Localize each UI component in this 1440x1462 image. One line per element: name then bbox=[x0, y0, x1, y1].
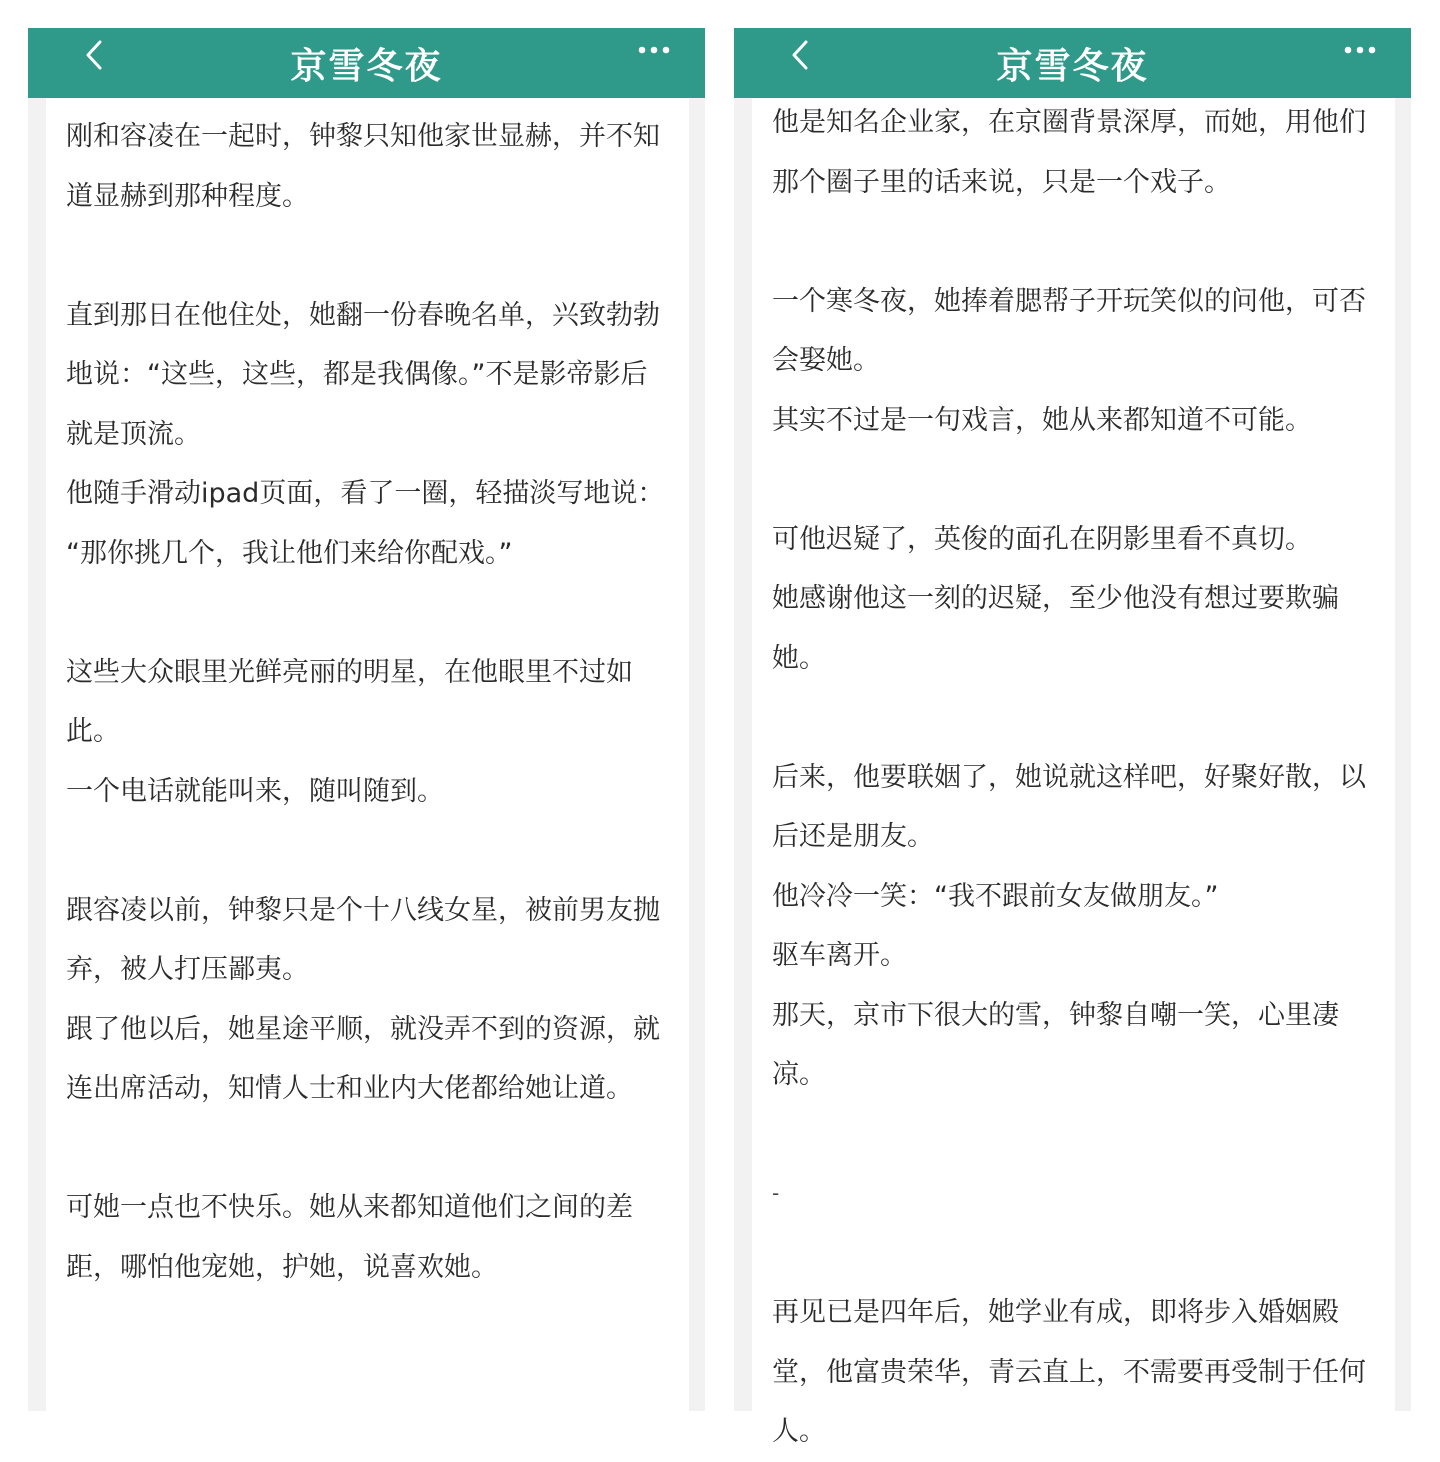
paragraph: “那你挑几个，我让他们来给你配戏。” bbox=[66, 537, 513, 569]
paragraph: 其实不过是一句戏言，她从来都知道不可能。 bbox=[772, 404, 1312, 436]
chevron-left-icon[interactable] bbox=[786, 36, 816, 76]
paragraph: 可她一点也不快乐。她从来都知道他们之间的差距，哪怕他宠她，护她，说喜欢她。 bbox=[66, 1192, 633, 1283]
paragraph-spacer bbox=[772, 688, 1375, 748]
paragraph: 他是知名企业家，在京圈背景深厚，而她，用他们那个圈子里的话来说，只是一个戏子。 bbox=[772, 107, 1366, 198]
paragraph: 跟容凌以前，钟黎只是个十八线女星，被前男友抛弃，被人打压鄙夷。 bbox=[66, 894, 660, 985]
paragraph: 跟了他以后，她星途平顺，就没弄不到的资源，就连出席活动，知情人士和业内大佬都给她让道。 bbox=[66, 1013, 660, 1104]
paragraph: 他随手滑动ipad页面，看了一圈，轻描淡写地说： bbox=[66, 478, 665, 509]
paragraph: 那天，京市下很大的雪，钟黎自嘲一笑，心里凄凉。 bbox=[772, 999, 1339, 1090]
paragraph: 她感谢他这一刻的迟疑，至少他没有想过要欺骗她。 bbox=[772, 583, 1339, 674]
paragraph: 驱车离开。 bbox=[772, 940, 907, 971]
paragraph: 可他迟疑了，英俊的面孔在阴影里看不真切。 bbox=[772, 523, 1312, 555]
paragraph: 他冷冷一笑：“我不跟前女友做朋友。” bbox=[772, 880, 1219, 912]
reading-page[interactable] bbox=[46, 98, 689, 1411]
paragraph: 一个电话就能叫来，随叫随到。 bbox=[66, 775, 444, 807]
paragraph: 直到那日在他住处，她翻一份春晚名单，兴致勃勃地说：“这些，这些，都是我偶像。”不是影帝影后就是顶流。 bbox=[66, 299, 660, 450]
reader-panel-left bbox=[28, 28, 705, 1411]
paragraph-spacer bbox=[66, 821, 669, 881]
paragraph: 后来，他要联姻了，她说就这样吧，好聚好散，以后还是朋友。 bbox=[772, 761, 1366, 852]
header-bar bbox=[28, 28, 705, 98]
paragraph-spacer bbox=[772, 450, 1375, 510]
more-horizontal-icon[interactable] bbox=[1343, 44, 1377, 56]
reading-page[interactable] bbox=[752, 98, 1395, 1447]
paragraph: 再见已是四年后，她学业有成，即将步入婚姻殿堂，他富贵荣华，青云直上，不需要再受制于任何人。 bbox=[772, 1297, 1366, 1447]
page-title: 京雪冬夜 bbox=[996, 45, 1149, 87]
paragraph-spacer bbox=[66, 1119, 669, 1179]
paragraph-spacer bbox=[772, 1105, 1375, 1165]
paragraph-spacer bbox=[66, 226, 669, 286]
paragraph-spacer bbox=[772, 1224, 1375, 1284]
page-title: 京雪冬夜 bbox=[290, 45, 443, 87]
chapter-text bbox=[66, 107, 669, 1297]
paragraph: 这些大众眼里光鲜亮丽的明星，在他眼里不过如此。 bbox=[66, 656, 633, 747]
reader-panel-right bbox=[734, 28, 1411, 1447]
paragraph: 刚和容凌在一起时，钟黎只知他家世显赫，并不知道显赫到那种程度。 bbox=[66, 121, 660, 212]
paragraph-spacer bbox=[772, 212, 1375, 272]
more-horizontal-icon[interactable] bbox=[637, 44, 671, 56]
chapter-text bbox=[772, 93, 1375, 1462]
paragraph: 一个寒冬夜，她捧着腮帮子开玩笑似的问他，可否会娶她。 bbox=[772, 285, 1366, 376]
paragraph-spacer bbox=[66, 583, 669, 643]
paragraph: - bbox=[772, 1181, 780, 1205]
chevron-left-icon[interactable] bbox=[80, 36, 110, 76]
header-bar bbox=[734, 28, 1411, 98]
